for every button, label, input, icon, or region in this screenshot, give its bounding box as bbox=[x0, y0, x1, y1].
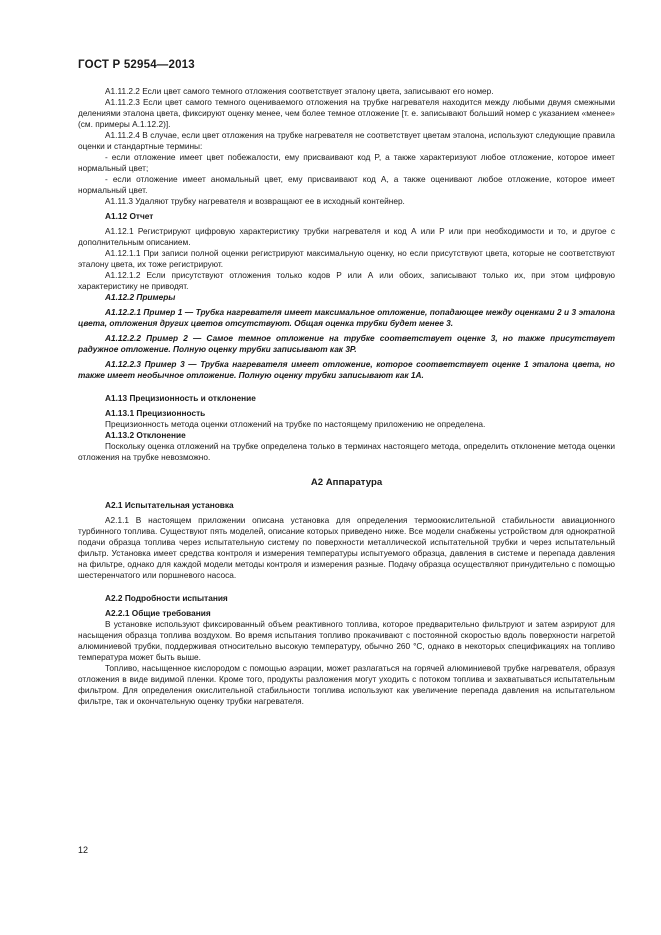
paragraph-a1-13-1: Прецизионность метода оценки отложений на трубке по настоящему приложению не определена. bbox=[105, 419, 486, 429]
paragraph-a1-11-2-3: А1.11.2.3 Если цвет самого темного оцениваемого отложения на трубке нагревателя находится между любыми двумя смежными делениями эталона цвета, фиксируют оценку менее, чем более темное отложение [т. е. записывают больший номер с указанием «менее» (см. примеры А.1.12.2)]. bbox=[78, 97, 615, 129]
page-number: 12 bbox=[78, 845, 89, 855]
paragraph-a1-12-1-2: А1.12.1.2 Если присутствуют отложения только кодов Р или А или обоих, записывают только их, при этом цифровую характеристику не приводят. bbox=[78, 270, 615, 291]
heading-a1-12-2: А1.12.2 Примеры bbox=[105, 292, 176, 302]
document-body bbox=[78, 86, 615, 707]
paragraph-a1-12-1-1: А1.12.1.1 При записи полной оценки регистрируют максимальную оценку, но если присутствуют цвета, которые не соответствуют эталону цвета, их тоже регистрируют. bbox=[78, 248, 615, 269]
heading-a2-2: А2.2 Подробности испытания bbox=[105, 593, 228, 603]
heading-a2-2-1: А2.2.1 Общие требования bbox=[105, 608, 211, 618]
heading-a1-13-2: А1.13.2 Отклонение bbox=[105, 430, 186, 440]
paragraph-a1-11-3: А1.11.3 Удаляют трубку нагревателя и возвращают ее в исходный контейнер. bbox=[105, 196, 405, 206]
list-item: - если отложение имеет аномальный цвет, ему присваивают код А, а также оценивают любое отложение, которое имеет нормальный цвет. bbox=[78, 174, 615, 195]
example-2: А1.12.2.2 Пример 2 — Самое темное отложение на трубке соответствует оценке 3, но также присутствует радужное отложение. Полную оценку трубки записывают как 3Р. bbox=[78, 333, 615, 354]
paragraph-a1-11-2-4: А1.11.2.4 В случае, если цвет отложения на трубке нагревателя не соответствует цветам эталона, используют следующие правила оценки и стандартные термины: bbox=[78, 130, 615, 151]
heading-a1-13-1: А1.13.1 Прецизионность bbox=[105, 408, 206, 418]
heading-a1-13: А1.13 Прецизионность и отклонение bbox=[105, 393, 256, 403]
paragraph-a1-12-1: А1.12.1 Регистрируют цифровую характеристику трубки нагревателя и код А или Р или при необходимости и то, и другое с дополнительным описанием. bbox=[78, 226, 615, 247]
paragraph-a2-2-1-a: В установке используют фиксированный объем реактивного топлива, которое предварительно фильтруют и затем аэрируют для насыщения образца топлива воздухом. Во время испытания топливо прокачивают с постоянной скоростью вдоль поверхности нагретой алюминиевой трубки, поддерживая относительно высокую температуру, обычно 260 °С, однако в некоторых спецификациях на топливо температура может быть выше. bbox=[78, 619, 615, 662]
standard-header: ГОСТ Р 52954—2013 bbox=[78, 59, 195, 71]
heading-a1-12: А1.12 Отчет bbox=[105, 211, 154, 221]
paragraph-a1-11-2-2: А1.11.2.2 Если цвет самого темного отложения соответствует эталону цвета, записывают его номер. bbox=[105, 86, 494, 96]
paragraph-a2-1-1: А2.1.1 В настоящем приложении описана установка для определения термоокислительной стабильности авиационного турбинного топлива. Существуют пять моделей, описание которых приведено ниже. Все модели снабжены устройством для однократной подачи образца топлива через испытательную систему по поверхности металлической испытательной трубки и через испытательный фильтр. Установка имеет средства контроля и измерения температуры испытуемого образца, давления в системе и перепада давления на фильтре, однако для каждой модели методы контроля и измерения разные. Подачу образца осуществляют принудительно с помощью шестеренчатого или поршневого насоса. bbox=[78, 515, 615, 580]
list-item: - если отложение имеет цвет побежалости, ему присваивают код P, а также характеризуют любое отложение, которое имеет нормальный цвет; bbox=[78, 152, 615, 173]
paragraph-a1-13-2: Поскольку оценка отложений на трубке определена только в терминах настоящего метода, определить отклонение метода оценки отложения на трубке невозможно. bbox=[78, 441, 615, 462]
heading-a2-1: А2.1 Испытательная установка bbox=[105, 500, 234, 510]
section-title-a2: А2 Аппаратура bbox=[310, 477, 383, 488]
example-3: А1.12.2.3 Пример 3 — Трубка нагревателя имеет отложение, которое соответствует оценке 1 эталона цвета, но также имеет необычное отложение. Полную оценку трубки записывают как 1А. bbox=[78, 359, 615, 380]
example-1: А1.12.2.1 Пример 1 — Трубка нагревателя имеет максимальное отложение, попадающее между оценками 2 и 3 эталона цвета, отложения других цветов отсутствуют. Общая оценка трубки будет менее 3. bbox=[78, 307, 615, 328]
paragraph-a2-2-1-b: Топливо, насыщенное кислородом с помощью аэрации, может разлагаться на горячей алюминиевой трубке нагревателя, образуя отложения в виде видимой пленки. Кроме того, продукты разложения могут уходить с потоком топлива и захватываться испытательным фильтром. Для определения окислительной стабильности топлива используют как увеличение перепада давления на испытательном фильтре, так и окончательную оценку трубки нагревателя. bbox=[78, 663, 615, 706]
